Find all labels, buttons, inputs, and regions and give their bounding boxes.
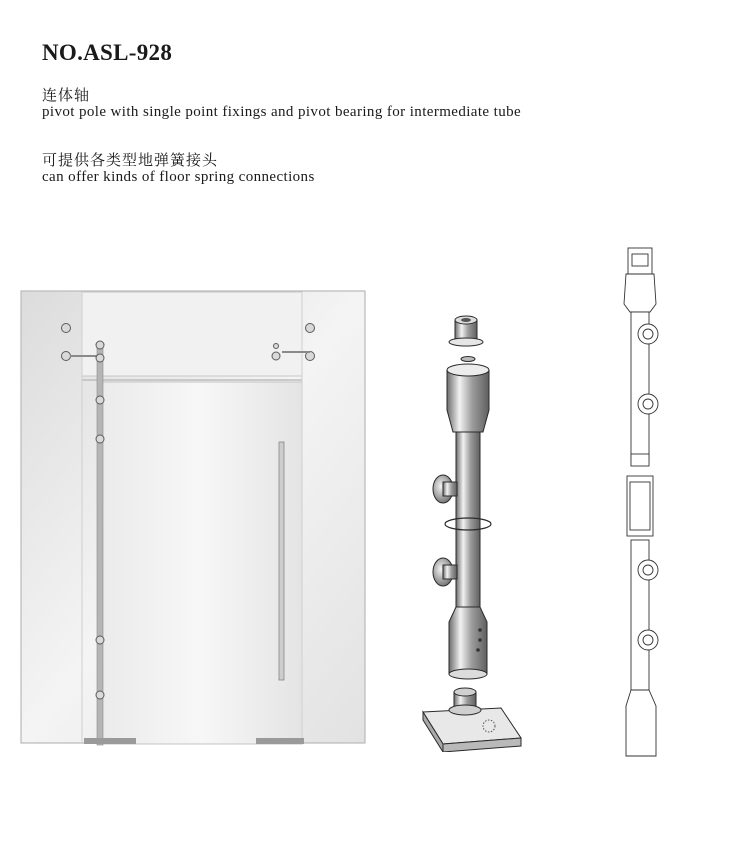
floor-strip xyxy=(256,738,304,744)
pivot-pole xyxy=(97,345,103,745)
pole-shaft xyxy=(456,432,480,607)
model-number: NO.ASL-928 xyxy=(42,40,173,65)
point-fixing xyxy=(272,352,280,360)
point-fixing xyxy=(96,636,104,644)
point-fixing xyxy=(96,435,104,443)
point-fixing xyxy=(62,352,71,361)
point-fixing xyxy=(96,354,104,362)
upper-block xyxy=(447,370,489,432)
door-handle xyxy=(279,442,284,680)
point-fixing xyxy=(96,396,104,404)
point-fixing xyxy=(306,324,315,333)
pivot-pole-3d-illustration xyxy=(405,312,525,752)
point-fixing xyxy=(96,341,104,349)
connection-note-chinese: 可提供各类型地弹簧接头 xyxy=(42,151,219,169)
floor-strip xyxy=(84,738,136,744)
door-installation-illustration xyxy=(20,290,366,750)
product-title-chinese: 连体轴 xyxy=(42,86,91,104)
transom-glass xyxy=(82,292,302,376)
point-fixing xyxy=(274,344,279,349)
product-title-english: pivot pole with single point fixings and pivot bearing for intermediate tube xyxy=(42,104,522,120)
door-leaf xyxy=(102,382,302,744)
point-fixing xyxy=(62,324,71,333)
pivot-pole-line-drawing xyxy=(604,244,684,764)
connection-note-english: can offer kinds of floor spring connections xyxy=(42,169,315,185)
point-fixing xyxy=(96,691,104,699)
bottom-block xyxy=(626,690,656,756)
